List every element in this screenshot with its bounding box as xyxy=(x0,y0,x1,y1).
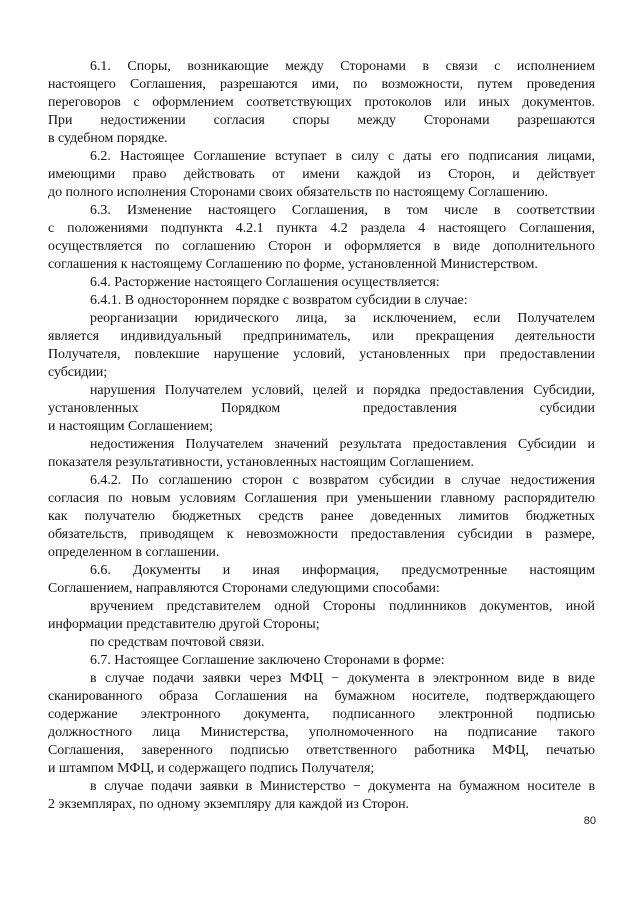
text-line: недостижения Получателем значений результата предоставления Субсидии и xyxy=(90,437,595,452)
text-line: как получателю бюджетных средств ранее доведенных лимитов бюджетных xyxy=(48,509,595,524)
document-body xyxy=(48,58,595,814)
paragraph xyxy=(48,652,595,670)
text-line: 2 экземплярах, по одному экземпляру для каждой из Сторон. xyxy=(48,797,410,812)
text-line: в судебном порядке. xyxy=(48,131,168,146)
text-line: в случае подачи заявки через МФЦ − документа в электронном виде в виде xyxy=(90,671,595,686)
text-line: и штампом МФЦ, и содержащего подпись Получателя; xyxy=(48,761,375,776)
text-line: в случае подачи заявки в Министерство − документа на бумажном носителе в xyxy=(90,779,595,794)
page-number: 80 xyxy=(583,815,596,827)
text-line: должностного лица Министерства, уполномоченного на подписание такого xyxy=(48,725,595,740)
text-line: вручением представителем одной Стороны подлинников документов, иной xyxy=(90,599,595,614)
text-line: 6.1. Споры, возникающие между Сторонами в связи с исполнением xyxy=(90,59,595,74)
text-line: обязательств, приводящем к невозможности предоставления субсидии в размере, xyxy=(48,527,595,542)
text-line: субсидии; xyxy=(48,365,108,380)
text-line: переговоров с оформлением соответствующих протоколов или иных документов. xyxy=(48,95,595,110)
text-line: определенном в соглашении. xyxy=(48,545,220,560)
text-line: При недостижении согласия споры между Сторонами разрешаются xyxy=(48,113,595,128)
paragraph xyxy=(48,310,595,382)
paragraph xyxy=(48,670,595,778)
paragraph xyxy=(48,202,595,274)
paragraph xyxy=(48,778,595,814)
text-line: по средствам почтовой связи. xyxy=(90,635,265,650)
text-line: является индивидуальный предприниматель, или прекращения деятельности xyxy=(48,329,595,344)
paragraph xyxy=(48,58,595,148)
text-line: соглашения к настоящему Соглашению по форме, установленной Министерством. xyxy=(48,257,538,272)
paragraph xyxy=(48,562,595,598)
paragraph xyxy=(48,598,595,634)
paragraph xyxy=(48,472,595,562)
text-line: Получателя, повлекшие нарушение условий, установленных при предоставлении xyxy=(48,347,595,362)
text-line: информации представителю другой Стороны; xyxy=(48,617,320,632)
paragraph xyxy=(48,274,595,292)
paragraph xyxy=(48,436,595,472)
text-line: 6.3. Изменение настоящего Соглашения, в том числе в соответствии xyxy=(90,203,595,218)
text-line: настоящего Соглашения, разрешаются ими, по возможности, путем проведения xyxy=(48,77,595,92)
text-line: Соглашением, направляются Сторонами следующими способами: xyxy=(48,581,440,596)
text-line: 6.2. Настоящее Соглашение вступает в силу с даты его подписания лицами, xyxy=(90,149,595,164)
paragraph xyxy=(48,634,595,652)
text-line: реорганизации юридического лица, за исключением, если Получателем xyxy=(90,311,595,326)
text-line: 6.4. Расторжение настоящего Соглашения осуществляется: xyxy=(90,275,440,290)
text-line: показателя результативности, установленных настоящим Соглашением. xyxy=(48,455,474,470)
text-line: нарушения Получателем условий, целей и порядка предоставления Субсидии, xyxy=(90,383,595,398)
text-line: согласия по новым условиям Соглашения при уменьшении главному распорядителю xyxy=(48,491,595,506)
text-line: Соглашения, заверенного подписью ответственного работника МФЦ, печатью xyxy=(48,743,595,758)
text-line: до полного исполнения Сторонами своих обязательств по настоящему Соглашению. xyxy=(48,185,548,200)
text-line: 6.4.2. По соглашению сторон с возвратом субсидии в случае недостижения xyxy=(90,473,595,488)
text-line: 6.7. Настоящее Соглашение заключено Сторонами в форме: xyxy=(90,653,445,668)
text-line: имеющими право действовать от имени каждой из Сторон, и действует xyxy=(48,167,595,182)
text-line: и настоящим Соглашением; xyxy=(48,419,213,434)
text-line: установленных Порядком предоставления субсидии xyxy=(48,401,595,416)
text-line: с положениями подпункта 4.2.1 пункта 4.2 раздела 4 настоящего Соглашения, xyxy=(48,221,595,236)
text-line: 6.6. Документы и иная информация, предусмотренные настоящим xyxy=(90,563,595,578)
text-line: содержание электронного документа, подписанного электронной подписью xyxy=(48,707,595,722)
paragraph xyxy=(48,292,595,310)
text-line: осуществляется по соглашению Сторон и оформляется в виде дополнительного xyxy=(48,239,595,254)
text-line: 6.4.1. В одностороннем порядке с возвратом субсидии в случае: xyxy=(90,293,468,308)
paragraph xyxy=(48,382,595,436)
text-line: сканированного образа Соглашения на бумажном носителе, подтверждающего xyxy=(48,689,595,704)
paragraph xyxy=(48,148,595,202)
